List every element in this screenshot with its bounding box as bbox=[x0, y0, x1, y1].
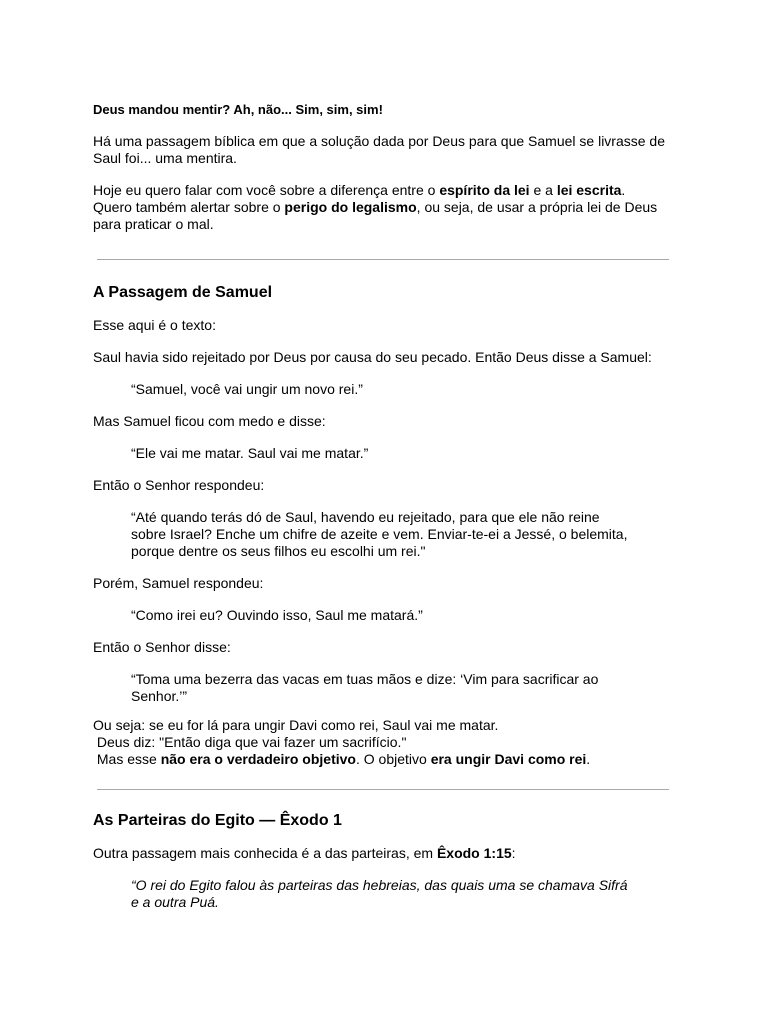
section1-paragraph-1: Esse aqui é o texto: bbox=[93, 317, 216, 333]
section1-paragraph-4: Então o Senhor respondeu: bbox=[93, 477, 265, 493]
intro2-text-e: . bbox=[621, 182, 626, 198]
s2p1-bold-exodus-ref: Êxodo 1:15 bbox=[436, 845, 512, 861]
p7-line-1: Ou seja: se eu for lá para ungir Davi como rei, Saul vai me matar. bbox=[93, 717, 499, 733]
section-divider-1 bbox=[97, 259, 669, 260]
intro2-text-h: , ou seja, de usar a própria lei de Deus para praticar o mal. bbox=[93, 199, 658, 232]
section1-paragraph-2: Saul havia sido rejeitado por Deus por causa do seu pecado. Então Deus disse a Samuel: bbox=[93, 349, 652, 365]
section1-quote-1: “Samuel, você vai ungir um novo rei.” bbox=[131, 381, 363, 397]
section-heading-samuel: A Passagem de Samuel bbox=[93, 284, 273, 301]
intro2-bold-legalism: perigo do legalismo bbox=[284, 199, 417, 215]
section1-paragraph-5: Porém, Samuel respondeu: bbox=[93, 575, 264, 591]
p7-line-3e: . bbox=[586, 751, 591, 767]
p7-line-3c: . O objetivo bbox=[355, 751, 431, 767]
section1-paragraph-3: Mas Samuel ficou com medo e disse: bbox=[93, 413, 326, 429]
quote3-line-2: sobre Israel? Enche um chifre de azeite e vem. Enviar-te-ei a Jessé, o belemita, bbox=[131, 526, 628, 542]
intro2-bold-spirit: espírito da lei bbox=[439, 182, 530, 198]
p7-bold-anoint-david: era ungir Davi como rei bbox=[430, 751, 587, 767]
intro2-text-f: Quero também alertar sobre o bbox=[93, 199, 285, 215]
section1-quote-3 bbox=[93, 509, 683, 560]
quote5-line-2: Senhor.’” bbox=[131, 688, 188, 704]
section2-paragraph-1 bbox=[93, 845, 683, 862]
section2-quote-1 bbox=[93, 877, 683, 911]
p7-line-2: Deus diz: "Então diga que vai fazer um sacrifício." bbox=[93, 734, 407, 750]
s2p1-text-c: : bbox=[511, 845, 516, 861]
quote5-line-1: “Toma uma bezerra das vacas em tuas mãos e dize: ‘Vim para sacrificar ao bbox=[131, 671, 599, 687]
intro2-text-c: e a bbox=[529, 182, 557, 198]
p7-bold-not-true-goal: não era o verdadeiro objetivo bbox=[160, 751, 356, 767]
section-divider-2 bbox=[97, 789, 669, 790]
intro-paragraph-1: Há uma passagem bíblica em que a solução dada por Deus para que Samuel se livrasse de Saul foi... uma mentira. bbox=[93, 133, 665, 166]
intro2-bold-written-law: lei escrita bbox=[556, 182, 622, 198]
quote3-line-3: porque dentre os seus filhos eu escolhi um rei." bbox=[131, 543, 426, 559]
section1-quote-4: “Como irei eu? Ouvindo isso, Saul me matará.” bbox=[131, 607, 423, 623]
document-title: Deus mandou mentir? Ah, não... Sim, sim, sim! bbox=[93, 102, 383, 117]
section1-quote-2: “Ele vai me matar. Saul vai me matar.” bbox=[131, 445, 369, 461]
section1-quote-5 bbox=[93, 671, 683, 705]
intro-paragraph-2 bbox=[93, 182, 683, 233]
section-heading-midwives: As Parteiras do Egito — Êxodo 1 bbox=[93, 812, 342, 829]
s2q1-line-2: e a outra Puá. bbox=[131, 894, 219, 910]
document-body bbox=[93, 101, 683, 911]
quote3-line-1: “Até quando terás dó de Saul, havendo eu rejeitado, para que ele não reine bbox=[131, 509, 600, 525]
section1-paragraph-7 bbox=[93, 717, 683, 768]
s2p1-text-a: Outra passagem mais conhecida é a das parteiras, em bbox=[93, 845, 437, 861]
p7-line-3a: Mas esse bbox=[93, 751, 161, 767]
s2q1-line-1: “O rei do Egito falou às parteiras das hebreias, das quais uma se chamava Sifrá bbox=[131, 877, 628, 893]
intro2-text-a: Hoje eu quero falar com você sobre a diferença entre o bbox=[93, 182, 440, 198]
section1-paragraph-6: Então o Senhor disse: bbox=[93, 639, 231, 655]
